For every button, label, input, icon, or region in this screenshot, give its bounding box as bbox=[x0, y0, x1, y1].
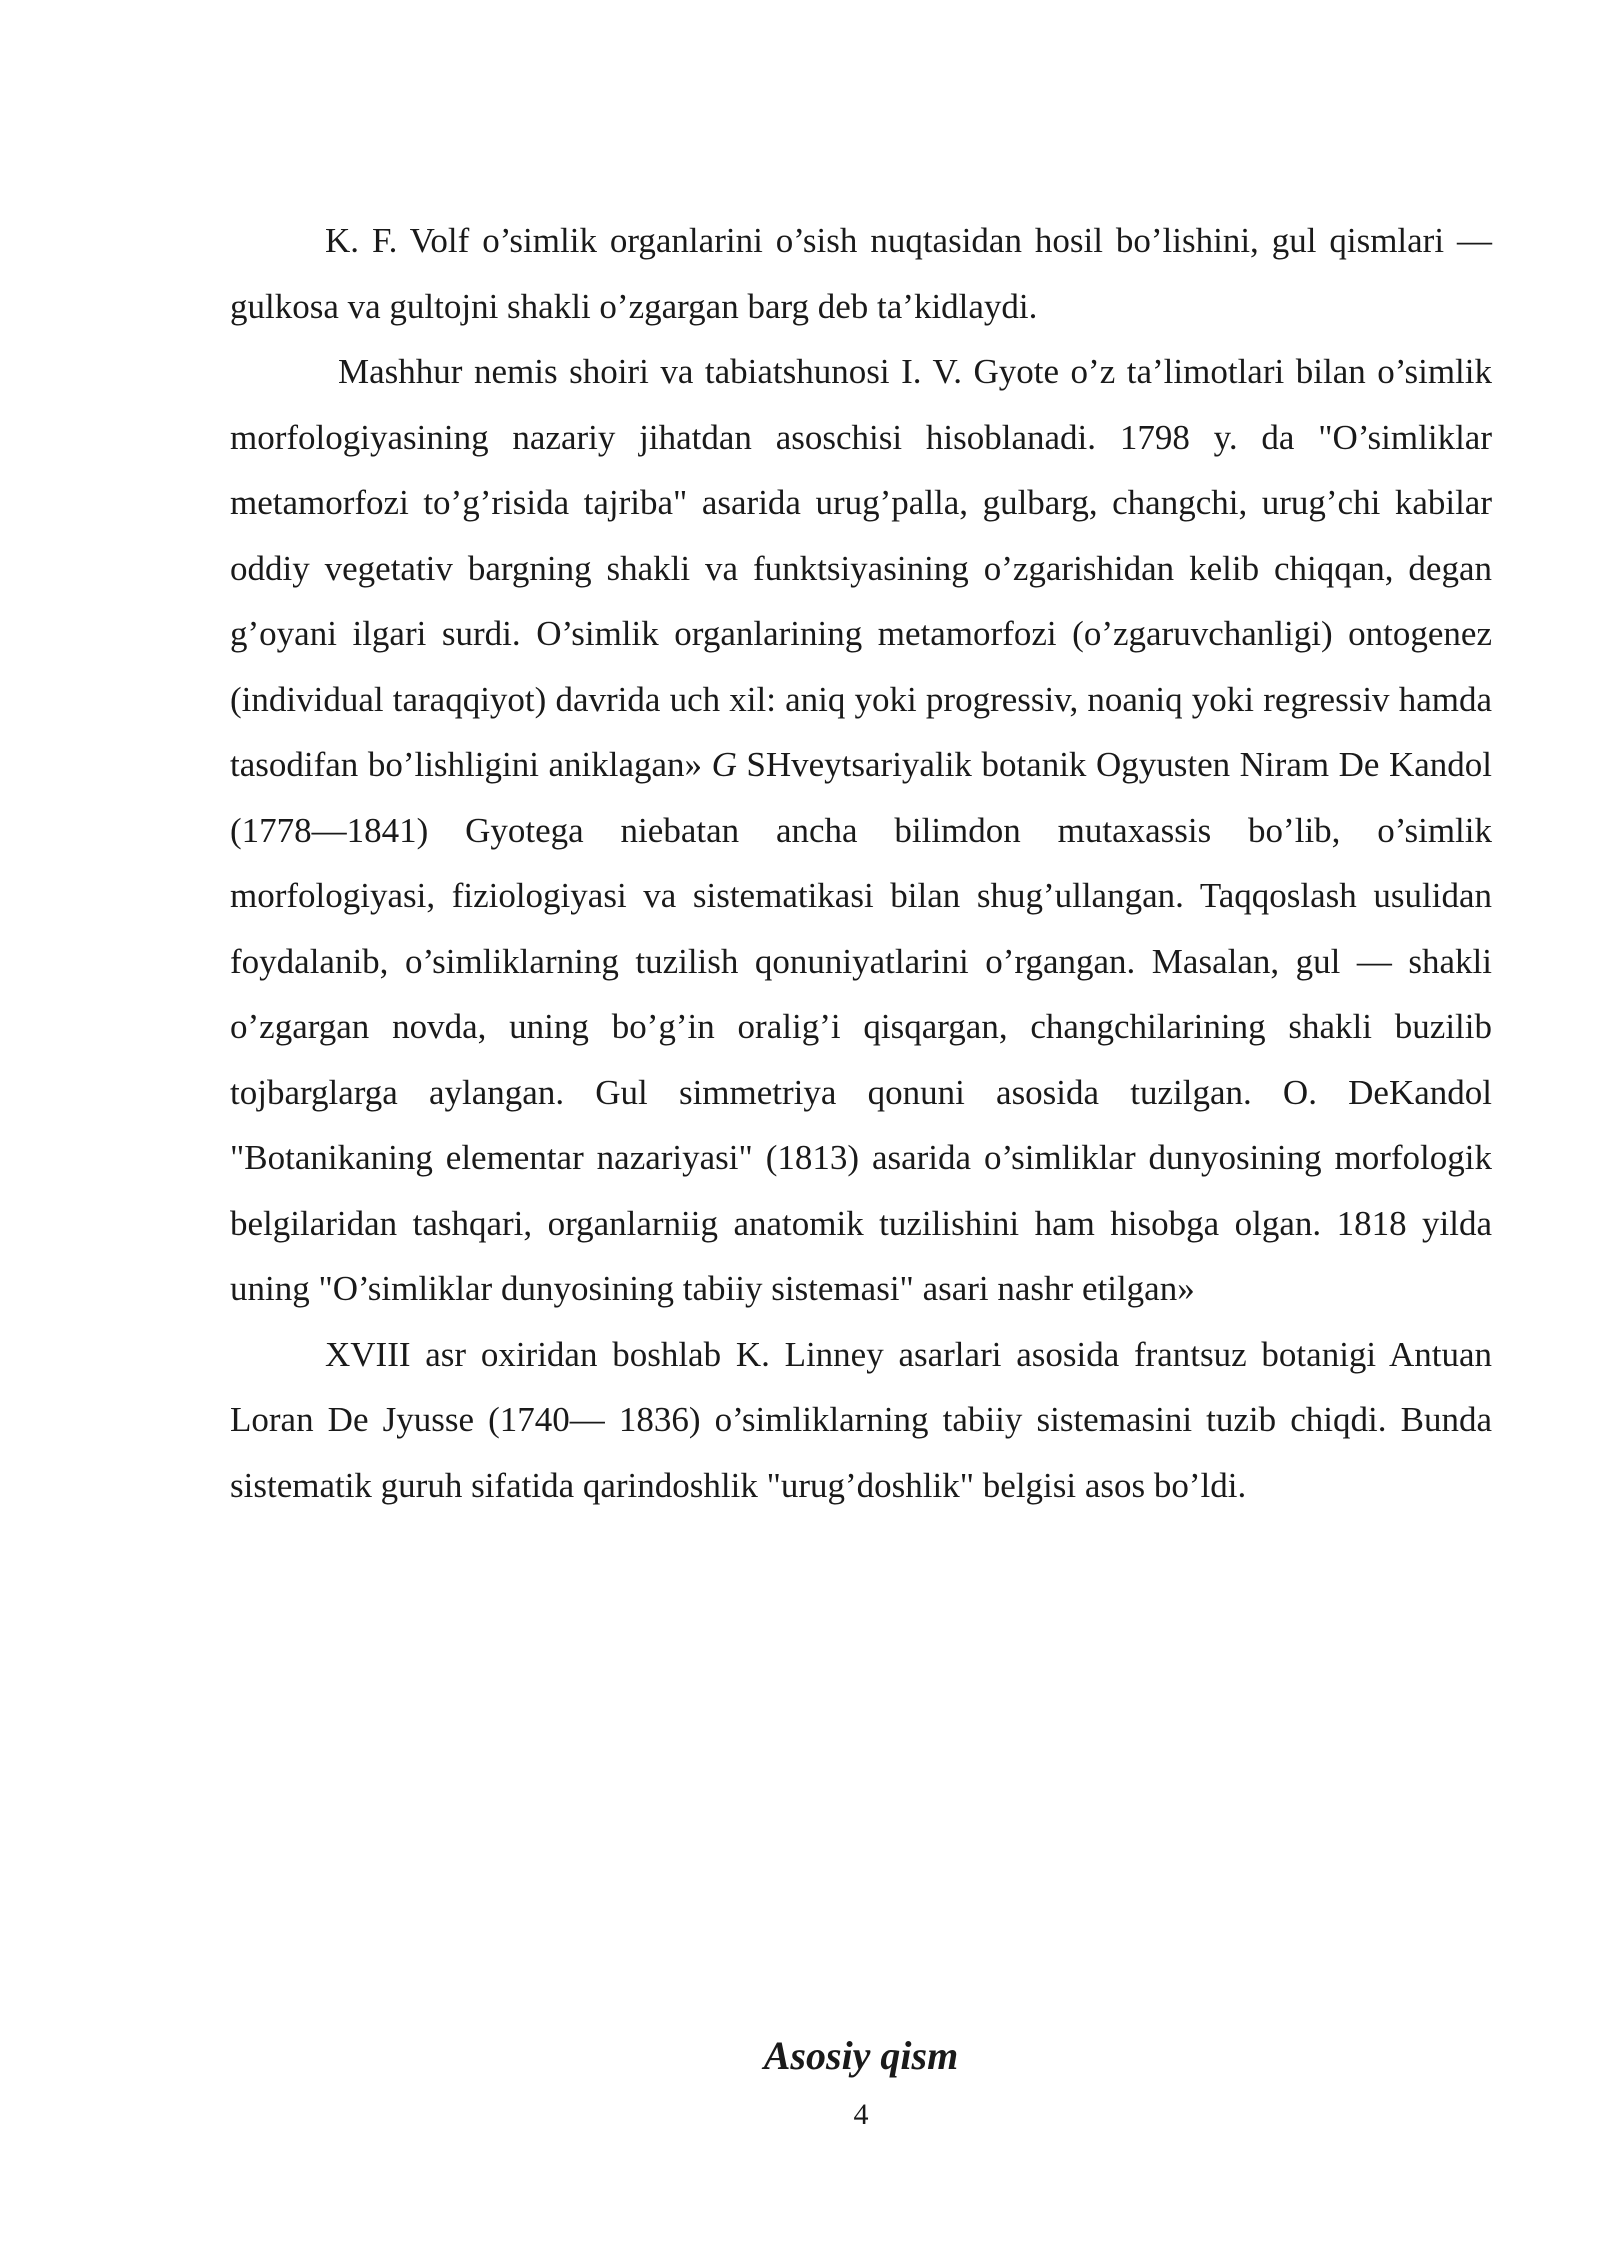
page-number: 4 bbox=[853, 2098, 869, 2131]
section-heading: Asosiy qism bbox=[763, 2033, 959, 2078]
paragraph-jyusse: XVIII asr oxiridan boshlab K. Linney asarlari asosida frantsuz botanigi Antuan Loran De Jyusse (1740— 1836) o’simliklarning tabiiy sistemasini tuzib chiqdi. Bunda sistematik guruh sifatida qarindoshlik "urug’doshlik" belgisi asos bo’ldi. bbox=[230, 1334, 1492, 1505]
italic-letter: G bbox=[711, 745, 737, 784]
paragraph-gyote-text: Mashhur nemis shoiri va tabiatshunosi I. V. Gyote o’z ta’limotlari bilan o’simlik morfologiyasining nazariy jihatdan asoschisi hisoblanadi. 1798 y. da "O’simliklar metamorfozi to’g’risida tajriba" asarida urug’palla, gulbarg, changchi, urug’chi kabilar oddiy vegetativ bargning shakli va funktsiyasining o’zgarishidan kelib chiqqan, degan g’oyani ilgari surdi. O’simlik organlarining metamorfozi (o’zgaruvchanligi) ontogenez (individual taraqqiyot) davrida uch xil: aniq yoki progressiv, noaniq yoki regressiv hamda tasodifan bo’lishligini aniklagan» bbox=[230, 352, 1492, 784]
paragraph-volf: K. F. Volf o’simlik organlarini o’sish nuqtasidan hosil bo’lishini, gul qismlari — gulkosa va gultojni shakli o’zgargan barg deb ta’kidlaydi. bbox=[230, 221, 1492, 326]
body-text bbox=[230, 208, 1492, 1518]
paragraph-dekandol-text: SHveytsariyalik botanik Ogyusten Niram De Kandol (1778—1841) Gyotega niebatan ancha bilimdon mutaxassis bo’lib, o’simlik morfologiyasi, fiziologiyasi va sistematikasi bilan shug’ullangan. Taqqoslash usulidan foydalanib, o’simliklarning tuzilish qonuniyatlarini o’rgangan. Masalan, gul — shakli o’zgargan novda, uning bo’g’in oralig’i qisqargan, changchilarining shakli buzilib tojbarglarga aylangan. Gul simmetriya qonuni asosida tuzilgan. O. DeKandol "Botanikaning elementar nazariyasi" (1813) asarida o’simliklar dunyosining morfologik belgilaridan tashqari, organlarniig anatomik tuzilishini ham hisobga olgan. 1818 yilda uning "O’simliklar dunyosining tabiiy sistemasi" asari nashr etilgan» bbox=[230, 745, 1492, 1308]
paragraph-gyote-dekandol bbox=[230, 339, 1492, 1322]
